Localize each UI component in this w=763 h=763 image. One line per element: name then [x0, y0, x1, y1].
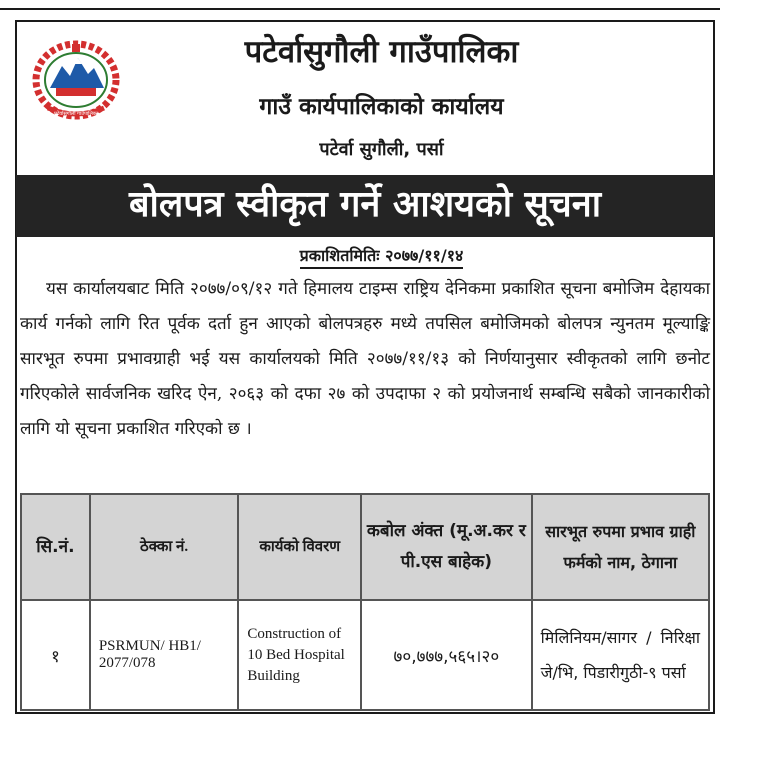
table-row — [21, 600, 709, 710]
cell-work-desc: Construction of 10 Bed Hospital Building — [238, 600, 361, 710]
cell-firm: मिलिनियम/सागर / निरिक्षा जे/भि, पिडारीगुठी-९ पर्सा — [532, 600, 709, 710]
notice-body: यस कार्यालयबाट मिति २०७७/०९/१२ गते हिमालय टाइम्स राष्ट्रिय देनिकमा प्रकाशित सूचना बमोजिम देहायका कार्य गर्नको लागि रित पूर्वक दर्ता हुन आएको बोलपत्रहरु मध्ये तपसिल बमोजिमको बोलपत्र न्युनतम मूल्याङ्कि सारभूत रुपमा प्रभावग्राही भई यस कार्यालयको मिति २०७७/११/१३ को निर्णयानुसार स्वीकृतको लागि छनोट गरिएकोले सार्वजनिक खरिद ऐन, २०६३ को दफा २७ को उपदाफा २ को प्रयोजनार्थ सम्बन्धि सबैको जानकारीको लागि यो सूचना प्रकाशित गरिएको छ । — [20, 279, 710, 439]
header-amount: कबोल अंक्त (मू.अ.कर र पी.एस बाहेक) — [361, 494, 532, 600]
notice-banner: बोलपत्र स्वीकृत गर्ने आशयको सूचना — [16, 175, 714, 237]
cell-sn: १ — [21, 600, 90, 710]
tender-table — [20, 493, 710, 711]
header-work-desc: कार्यको विवरण — [238, 494, 361, 600]
published-date-text: प्रकाशितमितिः २०७७/११/१४ — [300, 246, 464, 269]
header-contract-no: ठेक्का नं. — [90, 494, 239, 600]
svg-text:पटेर्वासुगौली गाउँपालिका: पटेर्वासुगौली गाउँपालिका — [53, 111, 99, 117]
published-date — [0, 244, 763, 266]
table-header-row — [21, 494, 709, 600]
header-firm: सारभूत रुपमा प्रभाव ग्राही फर्मको नाम, ठेगाना — [532, 494, 709, 600]
municipality-title: पटेर्वासुगौली गाउँपालिका — [244, 34, 519, 70]
cell-contract-no: PSRMUN/ HB1/ 2077/078 — [90, 600, 239, 710]
office-subtitle: गाउँ कार्यपालिकाको कार्यालय — [259, 94, 504, 120]
office-address: पटेर्वा सुगौली, पर्सा — [319, 139, 444, 160]
header-sn: सि.नं. — [21, 494, 90, 600]
top-rule — [0, 8, 720, 10]
cell-amount: ७०,७७७,५६५।२० — [361, 600, 532, 710]
